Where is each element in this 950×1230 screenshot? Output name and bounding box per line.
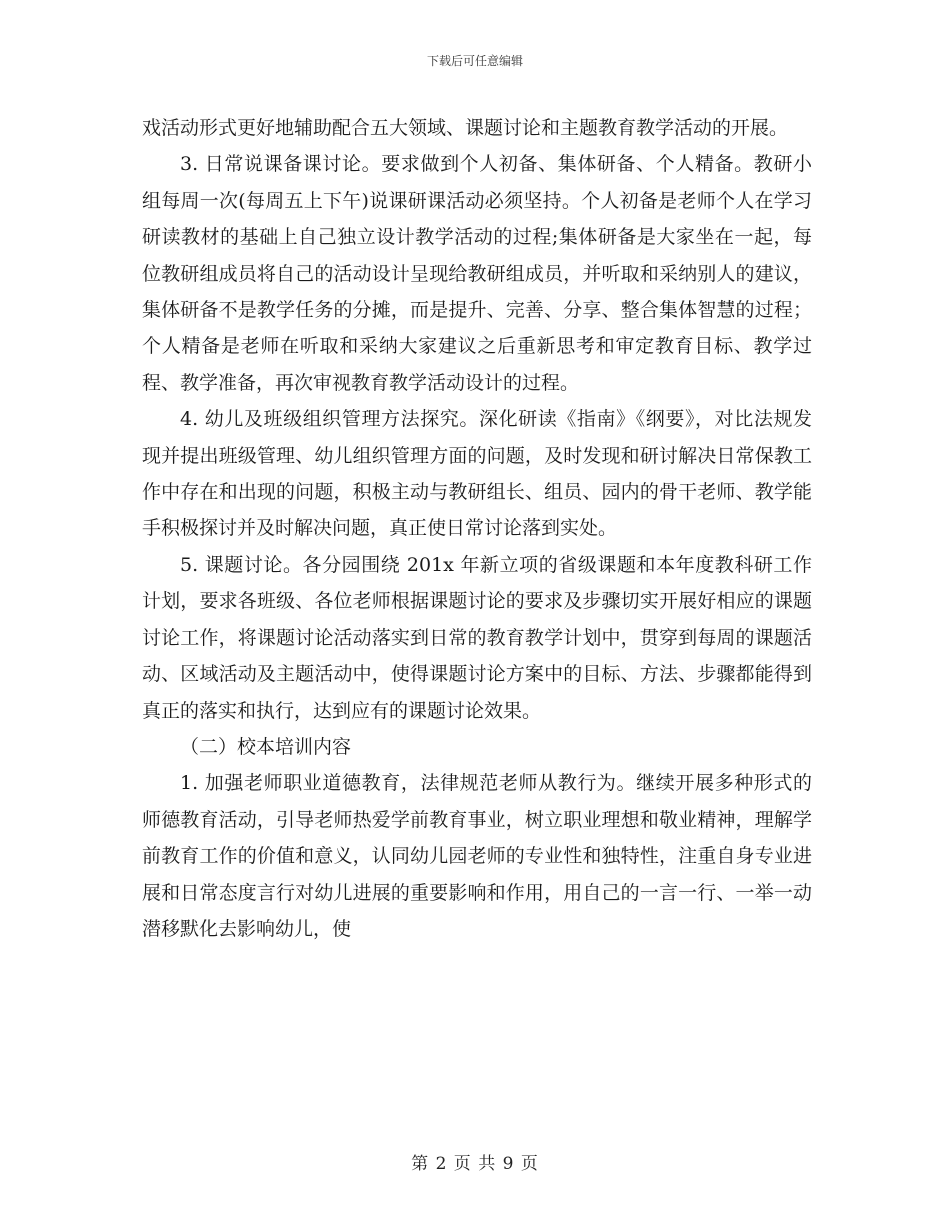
document-body	[142, 110, 812, 947]
paragraph-ethics-education: 1. 加强老师职业道德教育，法律规范老师从教行为。继续开展多种形式的师德教育活动，引导老师热爱学前教育事业，树立职业理想和敬业精神，理解学前教育工作的价值和意义，认同幼儿园老师的专业性和独特性，注重自身专业进展和日常态度言行对幼儿进展的重要影响和作用，用自己的一言一行、一举一动潜移默化去影响幼儿，使	[142, 772, 812, 940]
paragraph-lesson-preparation: 3. 日常说课备课讨论。要求做到个人初备、集体研备、个人精备。教研小组每周一次(每周五上下午)说课研课活动必须坚持。个人初备是老师个人在学习研读教材的基础上自己独立设计教学活动的过程;集体研备是大家坐在一起，每位教研组成员将自己的活动设计呈现给教研组成员，并听取和采纳别人的建议，集体研备不是教学任务的分摊，而是提升、完善、分享、整合集体智慧的过程；个人精备是老师在听取和采纳大家建议之后重新思考和审定教育目标、教学过程、教学准备，再次审视教育教学活动设计的过程。	[142, 153, 812, 394]
paragraph-continuation: 戏活动形式更好地辅助配合五大领域、课题讨论和主题教育教学活动的开展。	[142, 117, 789, 139]
section-heading-training: （二）校本培训内容	[180, 735, 352, 758]
paragraph-class-management: 4. 幼儿及班级组织管理方法探究。深化研读《指南》《纲要》，对比法规发现并提出班级管理、幼儿组织管理方面的问题，及时发现和研讨解决日常保教工作中存在和出现的问题，积极主动与教研组长、组员、园内的骨干老师、教学能手积极探讨并及时解决问题，真正使日常讨论落到实处。	[142, 408, 812, 540]
paragraph-topic-discussion: 5. 课题讨论。各分园围绕 201x 年新立项的省级课题和本年度教科研工作计划，要求各班级、各位老师根据课题讨论的要求及步骤切实开展好相应的课题讨论工作，将课题讨论活动落实到日常的教育教学计划中，贯穿到每周的课题活动、区域活动及主题活动中，使得课题讨论方案中的目标、方法、步骤都能得到真正的落实和执行，达到应有的课题讨论效果。	[142, 553, 812, 722]
page-number-footer: 第 2 页 共 9 页	[411, 1154, 539, 1174]
page-header-note: 下载后可任意编辑	[426, 54, 523, 68]
